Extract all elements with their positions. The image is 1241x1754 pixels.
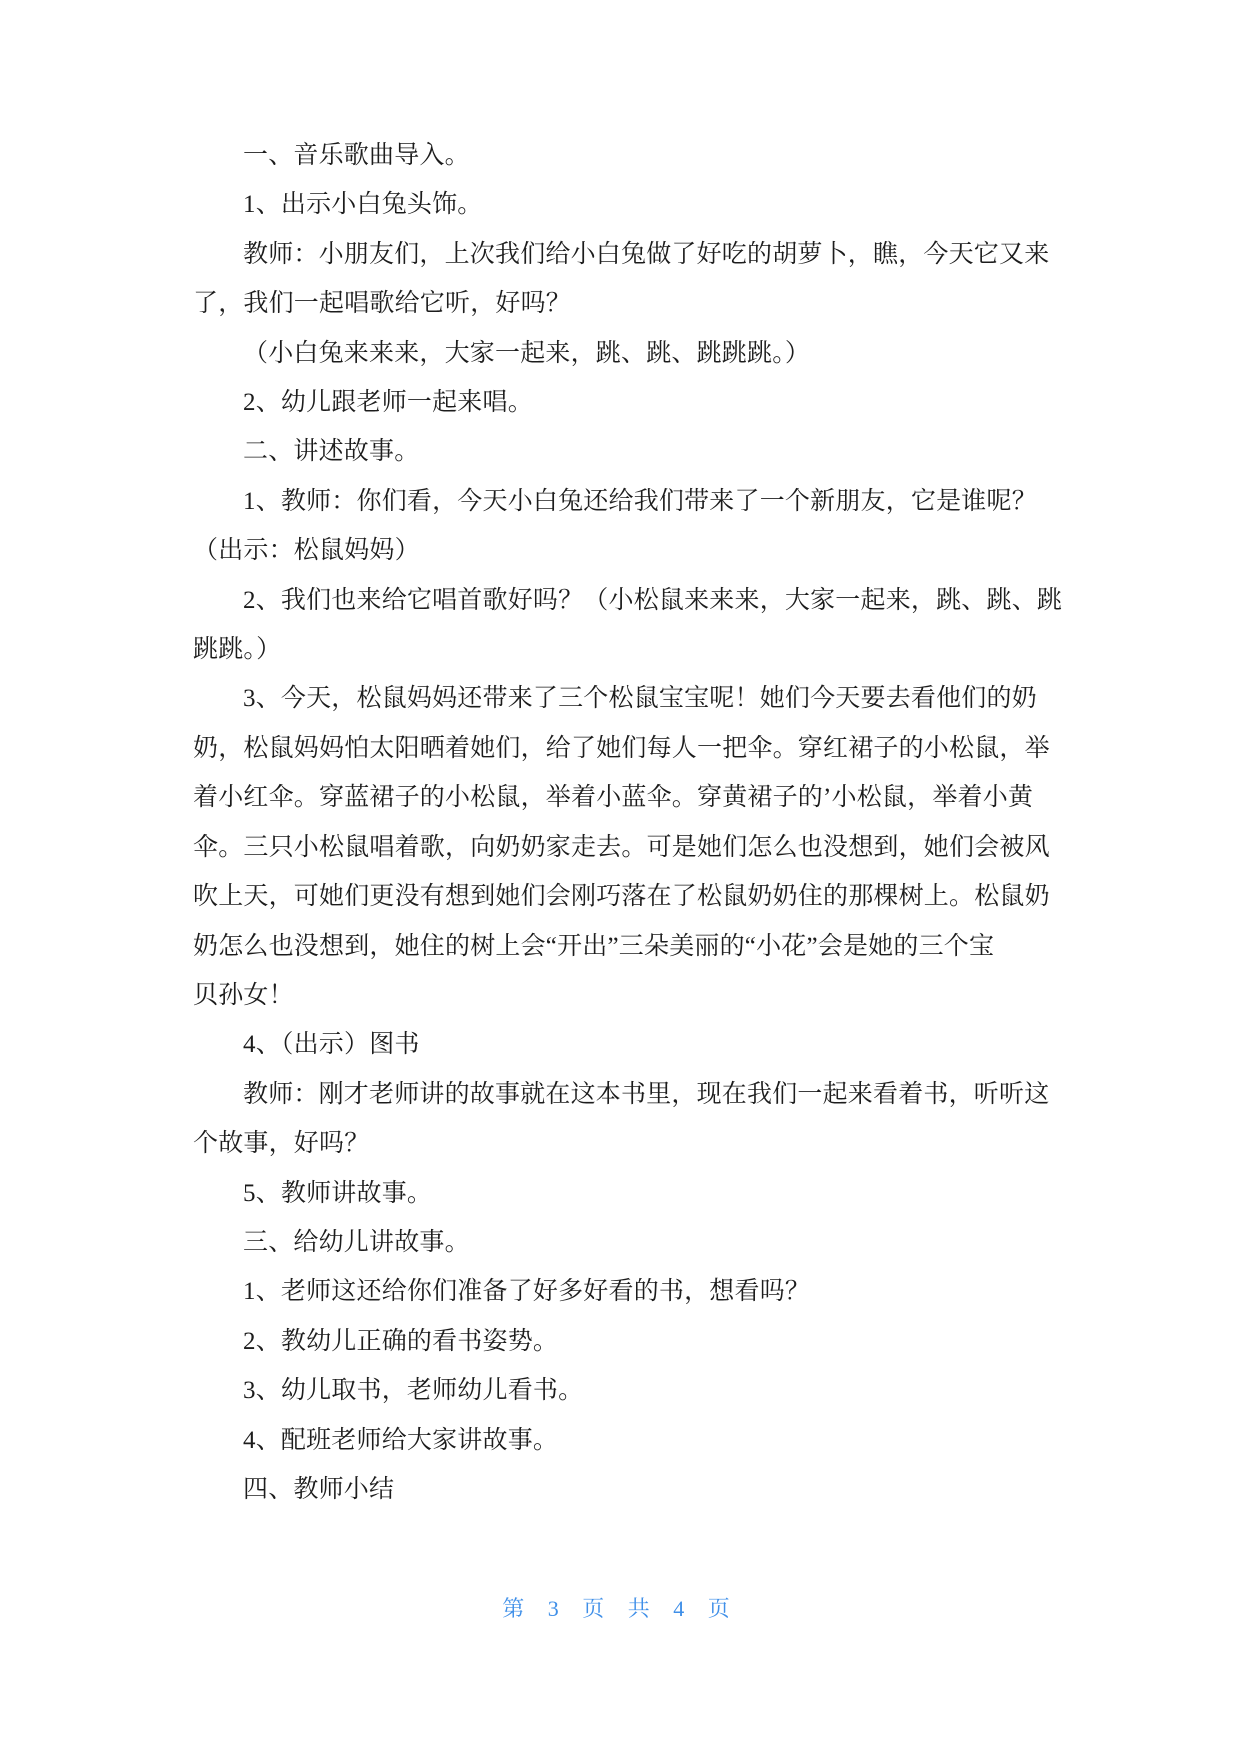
text-line: 伞。三只小松鼠唱着歌，向奶奶家走去。可是她们怎么也没想到，她们会被风 xyxy=(193,833,1050,861)
text-line: 了，我们一起唱歌给它听，好吗？ xyxy=(193,290,572,318)
text-line: 个故事，好吗？ xyxy=(193,1130,370,1158)
text-line: 1、出示小白兔头饰。 xyxy=(243,191,483,219)
text-line: 3、今天，松鼠妈妈还带来了三个松鼠宝宝呢！她们今天要去看他们的奶 xyxy=(243,685,1037,713)
text-line: 2、我们也来给它唱首歌好吗？（小松鼠来来来，大家一起来，跳、跳、跳 xyxy=(243,586,1063,614)
text-line: 三、给幼儿讲故事。 xyxy=(243,1228,470,1256)
page-footer xyxy=(0,1594,1241,1624)
text-line: 2、幼儿跟老师一起来唱。 xyxy=(243,389,533,417)
text-line: 吹上天，可她们更没有想到她们会刚巧落在了松鼠奶奶住的那棵树上。松鼠奶 xyxy=(193,883,1050,911)
text-line: （出示：松鼠妈妈） xyxy=(193,537,420,565)
text-line: 1、教师：你们看，今天小白兔还给我们带来了一个新朋友，它是谁呢？ xyxy=(243,487,1037,515)
text-line: 奶，松鼠妈妈怕太阳晒着她们，给了她们每人一把伞。穿红裙子的小松鼠，举 xyxy=(193,734,1050,762)
text-line: 二、讲述故事。 xyxy=(243,438,420,466)
text-line: 着小红伞。穿蓝裙子的小松鼠，举着小蓝伞。穿黄裙子的’小松鼠，举着小黄 xyxy=(193,784,1034,812)
text-line: 贝孙女！ xyxy=(193,981,294,1009)
text-line: 1、老师这还给你们准备了好多好看的书，想看吗？ xyxy=(243,1278,811,1306)
document-body xyxy=(193,131,1063,1514)
text-line: 四、教师小结 xyxy=(243,1475,395,1503)
text-line: 5、教师讲故事。 xyxy=(243,1179,433,1207)
text-line: 2、教幼儿正确的看书姿势。 xyxy=(243,1327,559,1355)
text-line: 3、幼儿取书，老师幼儿看书。 xyxy=(243,1377,584,1405)
text-line: 4、配班老师给大家讲故事。 xyxy=(243,1426,559,1454)
text-line: 教师：小朋友们，上次我们给小白兔做了好吃的胡萝卜，瞧，今天它又来 xyxy=(243,240,1050,268)
page-number-text: 第 3 页 共 4 页 xyxy=(502,1596,739,1621)
text-line: 跳跳。） xyxy=(193,636,282,664)
text-line: 奶怎么也没想到，她住的树上会“开出”三朵美丽的“小花”会是她的三个宝 xyxy=(193,932,995,960)
text-line: 一、音乐歌曲导入。 xyxy=(243,142,470,169)
text-line: 4、（出示）图书 xyxy=(243,1031,420,1059)
text-line: 教师：刚才老师讲的故事就在这本书里，现在我们一起来看着书，听听这 xyxy=(243,1080,1050,1108)
text-line: （小白兔来来来，大家一起来，跳、跳、跳跳跳。） xyxy=(243,339,811,367)
